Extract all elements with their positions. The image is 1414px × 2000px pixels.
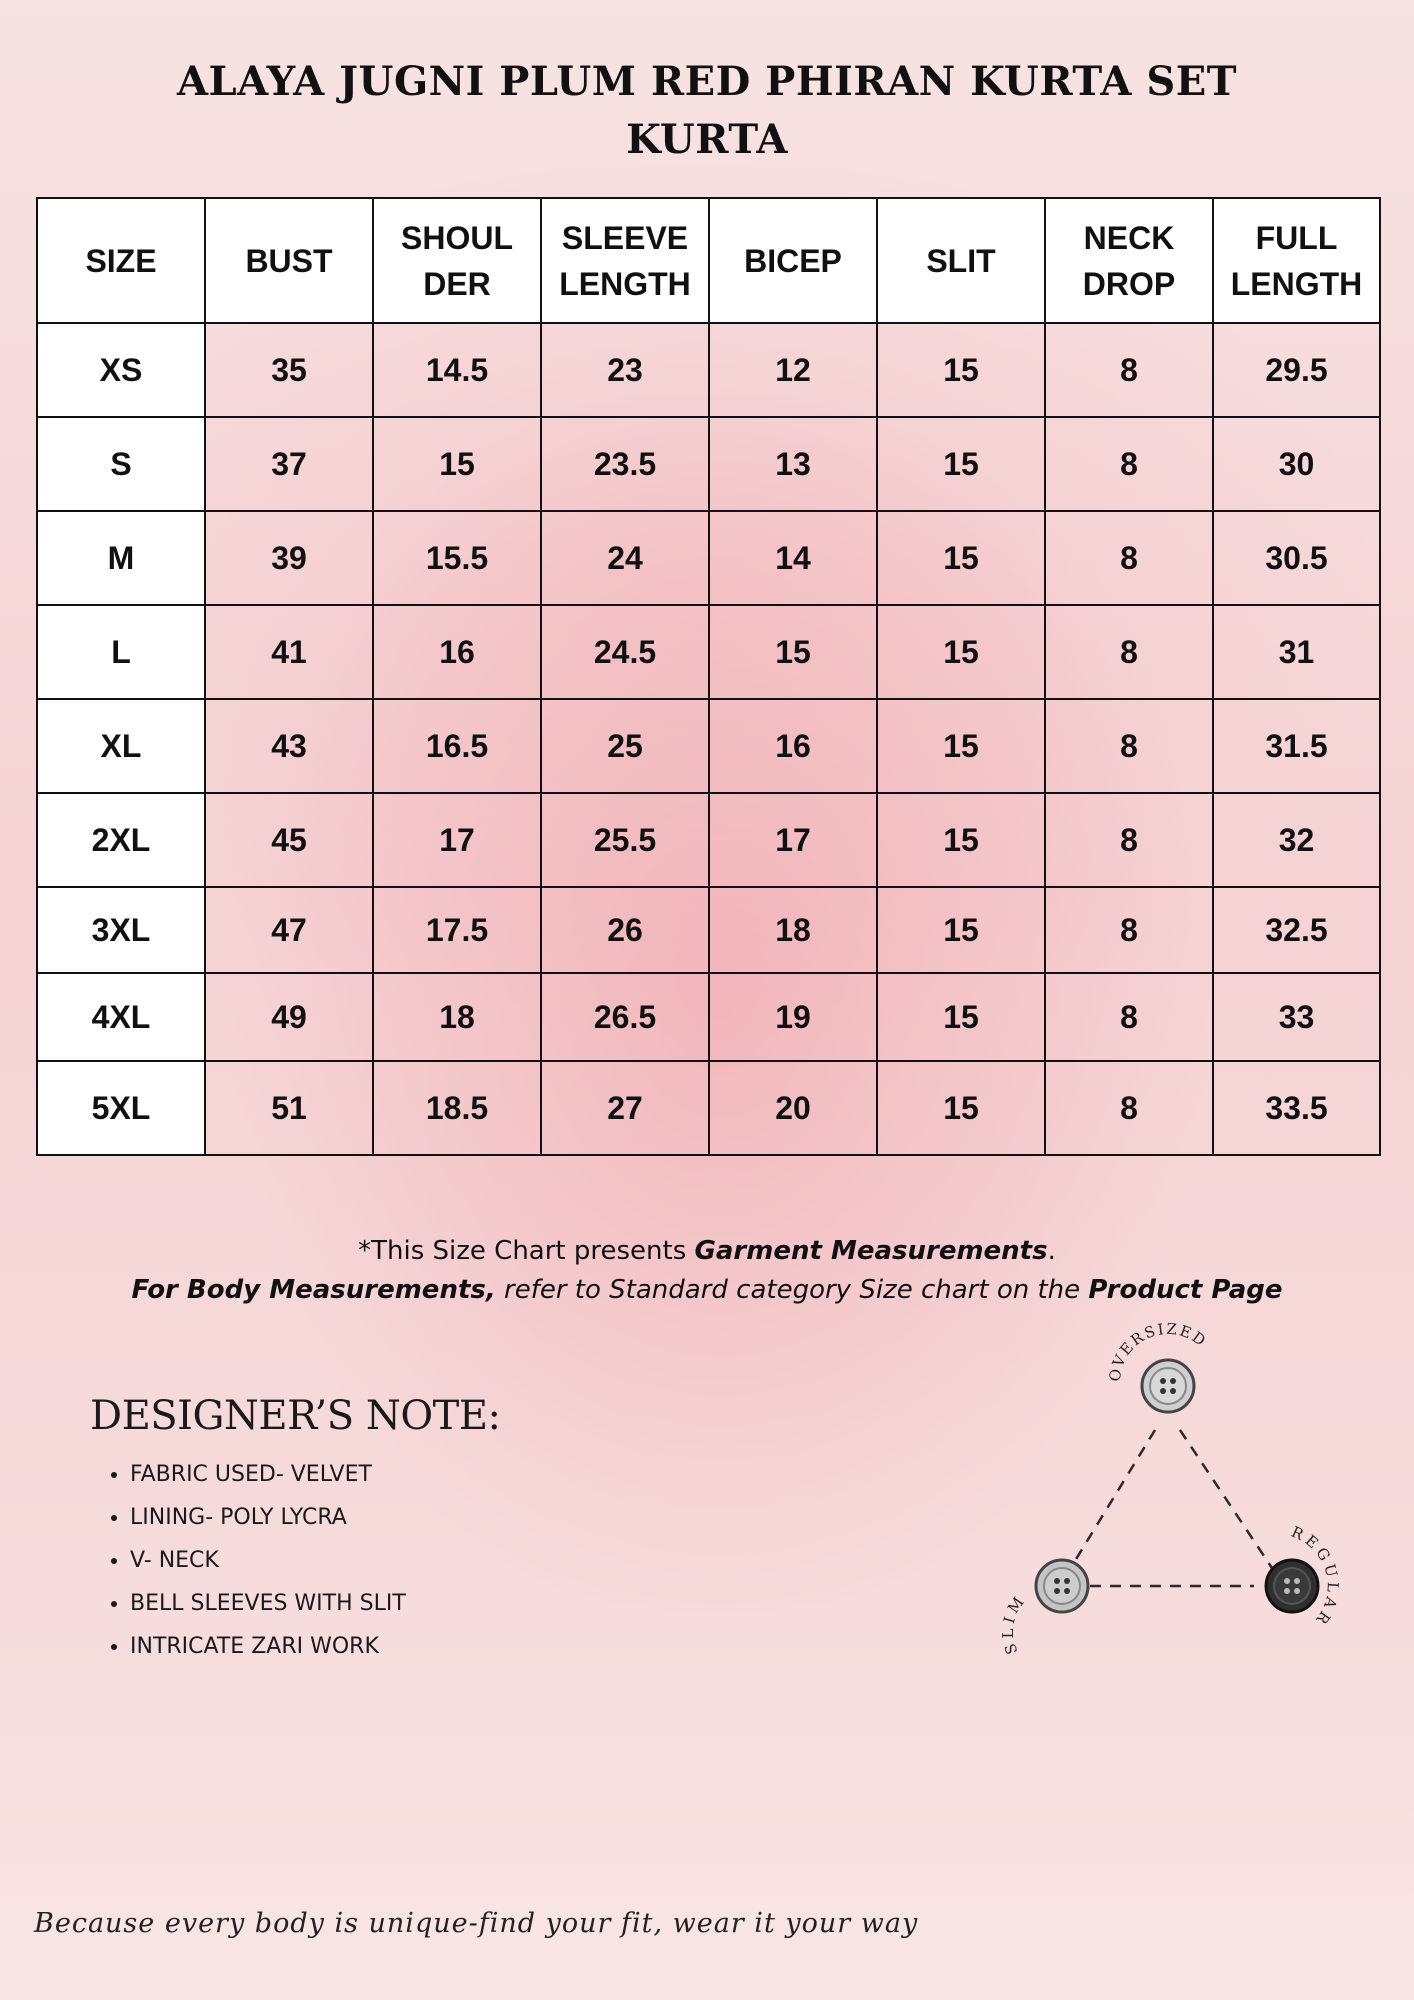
table-cell: 8 — [1045, 605, 1213, 699]
table-cell: 17 — [709, 793, 877, 887]
table-cell: 25 — [541, 699, 709, 793]
table-cell: 5XL — [37, 1061, 205, 1155]
table-cell: 29.5 — [1213, 323, 1380, 417]
table-cell: 37 — [205, 417, 373, 511]
table-cell: 12 — [709, 323, 877, 417]
table-cell: 20 — [709, 1061, 877, 1155]
table-row — [37, 417, 1380, 511]
table-cell: 8 — [1045, 511, 1213, 605]
table-cell: 24.5 — [541, 605, 709, 699]
fit-triangle-diagram — [990, 1320, 1370, 1680]
table-cell: 15 — [877, 887, 1045, 973]
triangle-edge-right — [1180, 1430, 1280, 1580]
table-cell: 2XL — [37, 793, 205, 887]
list-item: • FABRIC USED- VELVET — [130, 1460, 406, 1503]
header-slit: SLIT — [877, 198, 1045, 323]
regular-button-icon — [1266, 1560, 1318, 1612]
table-row — [37, 699, 1380, 793]
table-cell: 43 — [205, 699, 373, 793]
header-shoulder: SHOUL DER — [373, 198, 541, 323]
list-item: • BELL SLEEVES WITH SLIT — [130, 1589, 406, 1632]
table-cell: 31 — [1213, 605, 1380, 699]
table-cell: 15 — [877, 605, 1045, 699]
table-cell: 8 — [1045, 793, 1213, 887]
table-cell: XL — [37, 699, 205, 793]
regular-label: REGULAR — [1288, 1522, 1342, 1631]
header-sleeve-length: SLEEVE LENGTH — [541, 198, 709, 323]
table-cell: 15 — [877, 323, 1045, 417]
table-row — [37, 323, 1380, 417]
table-cell: 15 — [877, 699, 1045, 793]
table-cell: 15 — [877, 511, 1045, 605]
oversized-label: OVERSIZED — [1105, 1320, 1211, 1383]
slim-label: SLIM — [999, 1590, 1030, 1657]
table-cell: M — [37, 511, 205, 605]
measurement-note: *This Size Chart presents Garment Measurements. — [358, 1236, 1056, 1266]
table-cell: 15 — [877, 1061, 1045, 1155]
header-size: SIZE — [37, 198, 205, 323]
page-subtitle: KURTA — [626, 116, 788, 163]
table-cell: 30.5 — [1213, 511, 1380, 605]
table-row — [37, 793, 1380, 887]
table-cell: 26 — [541, 887, 709, 973]
table-cell: 13 — [709, 417, 877, 511]
table-cell: 8 — [1045, 323, 1213, 417]
table-cell: 31.5 — [1213, 699, 1380, 793]
table-cell: 23.5 — [541, 417, 709, 511]
table-row — [37, 1061, 1380, 1155]
oversized-button-icon — [1142, 1360, 1194, 1412]
table-cell: 32 — [1213, 793, 1380, 887]
slim-button-icon — [1036, 1560, 1088, 1612]
table-cell: 51 — [205, 1061, 373, 1155]
table-cell: XS — [37, 323, 205, 417]
table-cell: 16 — [709, 699, 877, 793]
table-cell: 17.5 — [373, 887, 541, 973]
table-cell: 41 — [205, 605, 373, 699]
size-chart-table — [36, 197, 1381, 1156]
table-row — [37, 605, 1380, 699]
table-cell: 24 — [541, 511, 709, 605]
table-cell: 25.5 — [541, 793, 709, 887]
table-cell: 23 — [541, 323, 709, 417]
table-cell: L — [37, 605, 205, 699]
table-cell: 16.5 — [373, 699, 541, 793]
table-cell: 19 — [709, 973, 877, 1061]
table-cell: 15 — [709, 605, 877, 699]
table-cell: 18.5 — [373, 1061, 541, 1155]
table-cell: 18 — [709, 887, 877, 973]
table-cell: 8 — [1045, 887, 1213, 973]
table-cell: 32.5 — [1213, 887, 1380, 973]
table-cell: 8 — [1045, 417, 1213, 511]
table-cell: 35 — [205, 323, 373, 417]
header-bust: BUST — [205, 198, 373, 323]
table-cell: 15 — [373, 417, 541, 511]
list-item: • INTRICATE ZARI WORK — [130, 1632, 406, 1675]
header-full-length: FULL LENGTH — [1213, 198, 1380, 323]
designer-note-title: DESIGNER’S NOTE: — [90, 1393, 501, 1439]
table-cell: 4XL — [37, 973, 205, 1061]
table-cell: 18 — [373, 973, 541, 1061]
designer-note-list — [96, 1460, 406, 1675]
table-cell: 15 — [877, 973, 1045, 1061]
table-cell: 39 — [205, 511, 373, 605]
table-cell: 14 — [709, 511, 877, 605]
table-cell: 27 — [541, 1061, 709, 1155]
page-title: ALAYA JUGNI PLUM RED PHIRAN KURTA SET — [176, 58, 1238, 105]
list-item: • V- NECK — [130, 1546, 406, 1589]
table-cell: 33.5 — [1213, 1061, 1380, 1155]
header-bicep: BICEP — [709, 198, 877, 323]
table-cell: 17 — [373, 793, 541, 887]
table-cell: 49 — [205, 973, 373, 1061]
body-measurement-note: For Body Measurements, refer to Standard category Size chart on the Product Page — [131, 1275, 1283, 1305]
table-row — [37, 511, 1380, 605]
table-cell: 30 — [1213, 417, 1380, 511]
table-row — [37, 973, 1380, 1061]
table-header-row — [37, 198, 1380, 323]
table-row — [37, 887, 1380, 973]
table-cell: 16 — [373, 605, 541, 699]
table-cell: 8 — [1045, 973, 1213, 1061]
table-cell: 8 — [1045, 1061, 1213, 1155]
table-cell: 26.5 — [541, 973, 709, 1061]
tagline: Because every body is unique-find your fit, wear it your way — [34, 1908, 919, 1939]
table-cell: 15.5 — [373, 511, 541, 605]
table-cell: 14.5 — [373, 323, 541, 417]
table-cell: 15 — [877, 793, 1045, 887]
header-neck-drop: NECK DROP — [1045, 198, 1213, 323]
table-cell: 8 — [1045, 699, 1213, 793]
table-cell: S — [37, 417, 205, 511]
table-cell: 47 — [205, 887, 373, 973]
table-cell: 15 — [877, 417, 1045, 511]
table-cell: 33 — [1213, 973, 1380, 1061]
table-cell: 45 — [205, 793, 373, 887]
table-cell: 3XL — [37, 887, 205, 973]
list-item: • LINING- POLY LYCRA — [130, 1503, 406, 1546]
